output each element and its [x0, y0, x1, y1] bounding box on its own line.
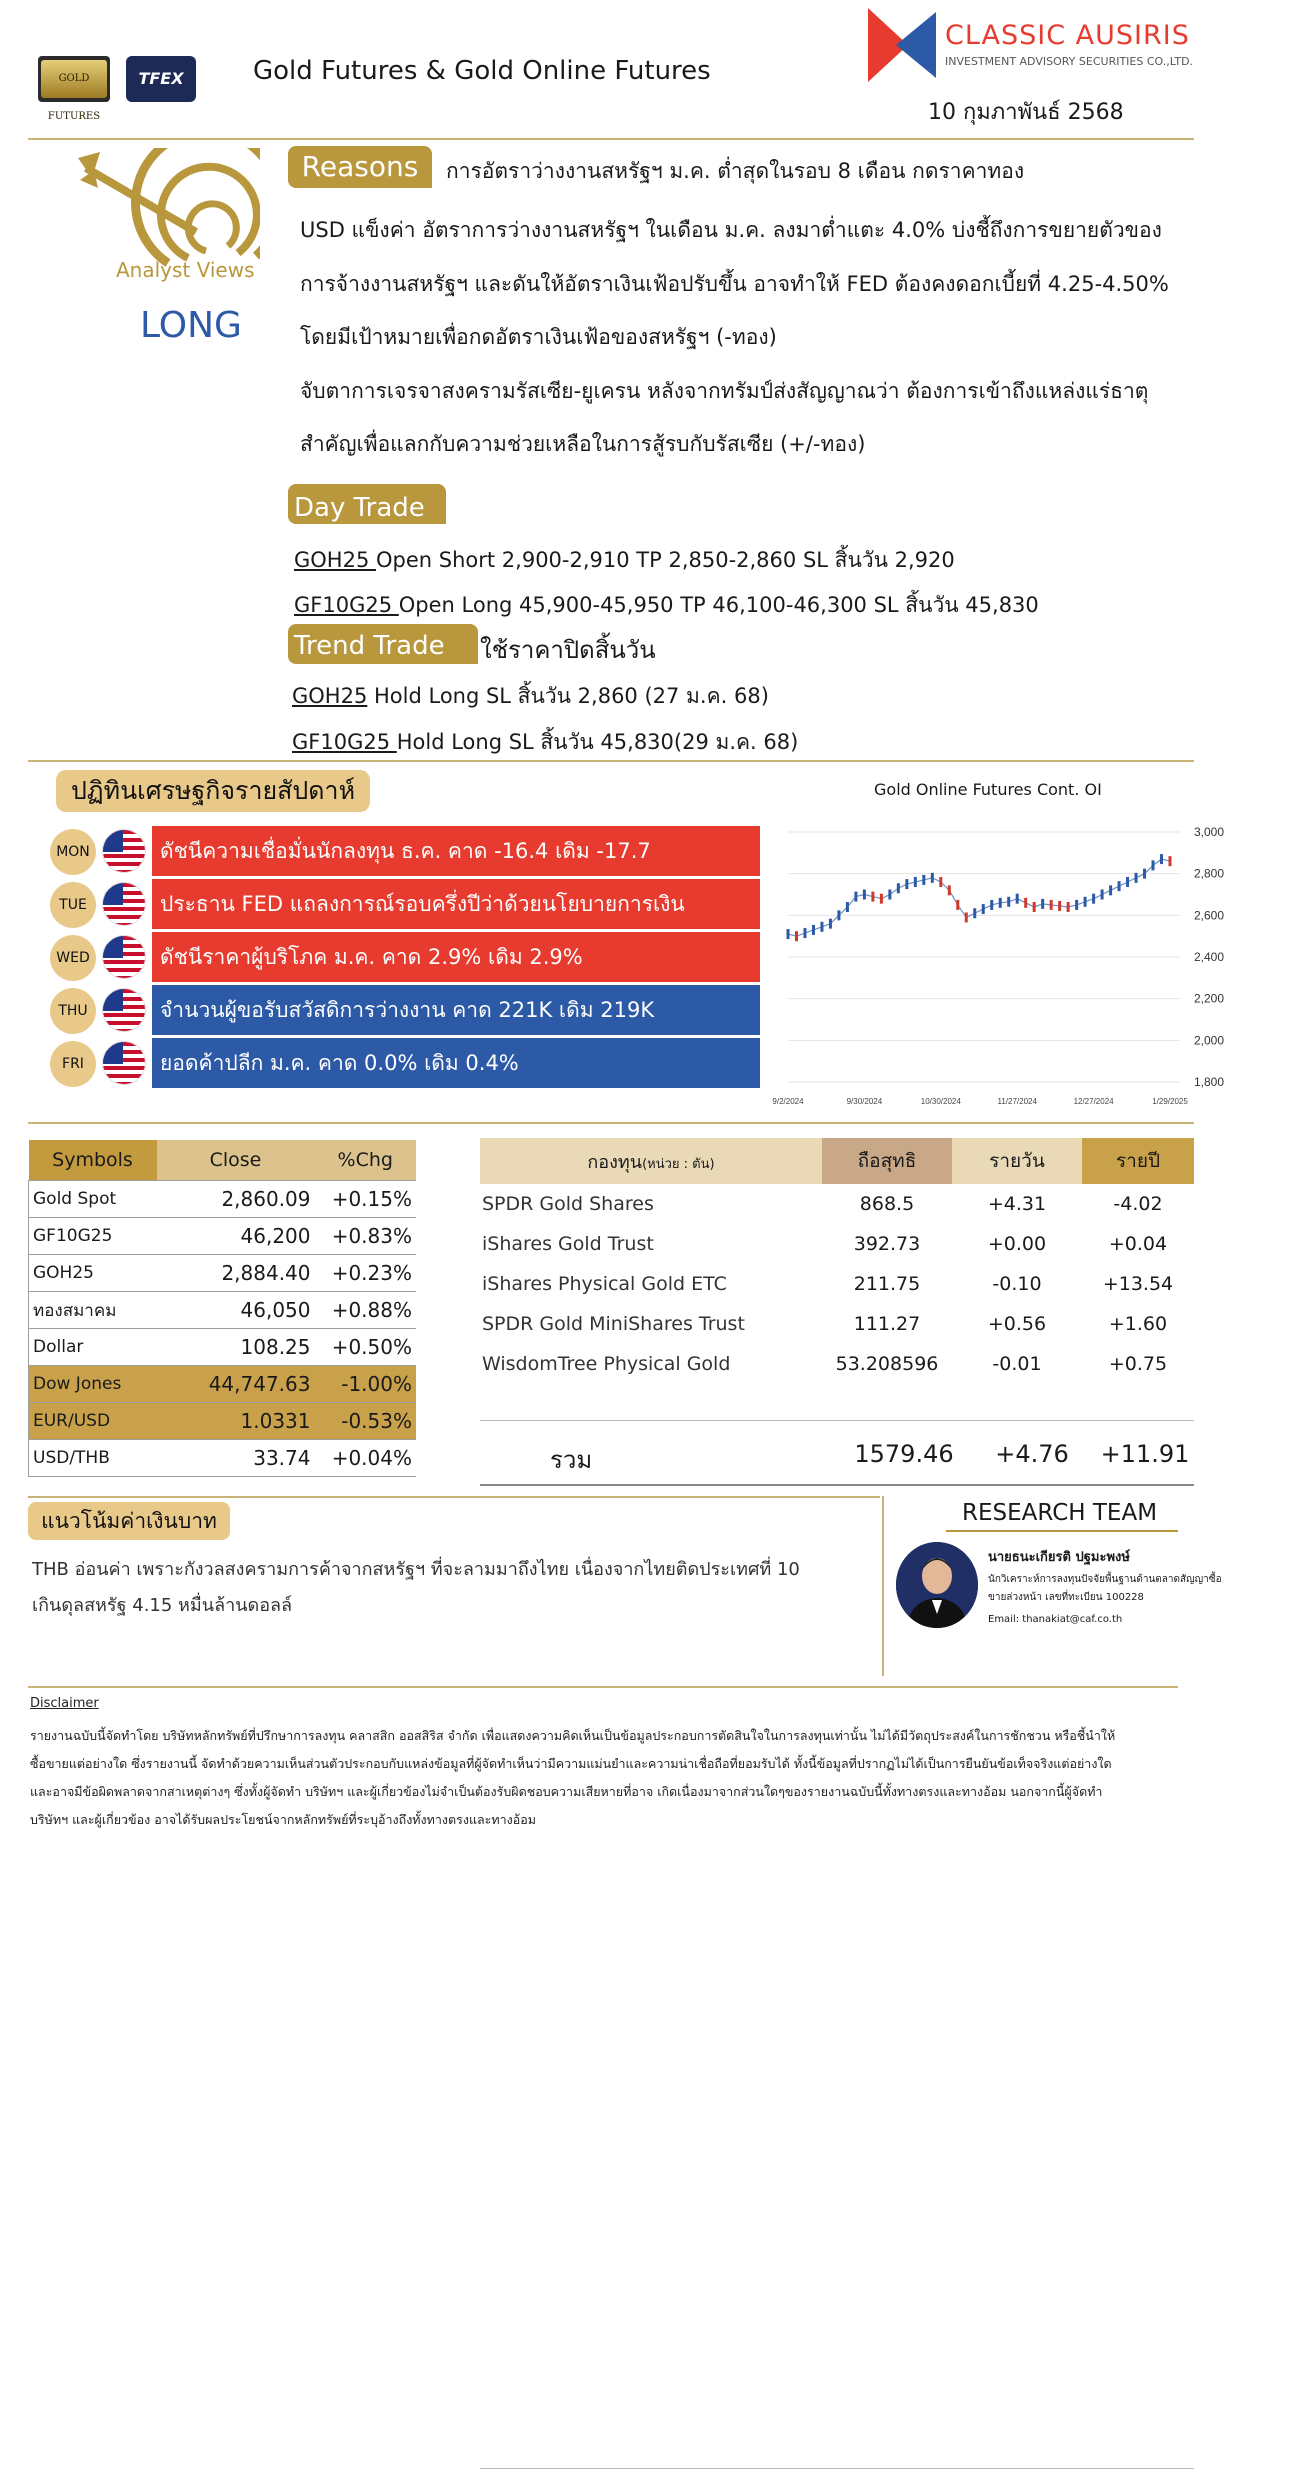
etf-holding: 211.75: [853, 1273, 921, 1295]
etf-header-fund-label: กองทุน: [587, 1151, 643, 1173]
baht-tag-label: แนวโน้มค่าเงินบาท: [41, 1509, 217, 1533]
symbol-name: USD/THB: [29, 1440, 157, 1477]
etf-row: [480, 1184, 1194, 1224]
chart-candle: [905, 879, 908, 889]
etf-daily: -0.01: [992, 1353, 1042, 1375]
tfex-logo-text: TFEX: [138, 69, 184, 88]
section-divider-1: [28, 760, 1194, 762]
disclaimer-divider: [28, 1686, 1178, 1688]
etf-holding: 111.27: [853, 1313, 921, 1335]
target-arrow-icon: [78, 148, 260, 268]
chart-candle: [973, 908, 976, 918]
trend-trade-note: ใช้ราคาปิดสิ้นวัน: [480, 636, 656, 664]
symbol-close: 46,200: [157, 1218, 315, 1255]
etf-yearly: -4.02: [1113, 1193, 1163, 1215]
calendar-title-tag: [56, 770, 370, 812]
gold-futures-logo-text: GOLD FUTURES: [41, 60, 107, 98]
baht-tag: [28, 1502, 230, 1540]
etf-row: [480, 1304, 1194, 1344]
symbols-header-symbol: Symbols: [29, 1140, 157, 1181]
baht-line-2: เกินดุลสหรัฐ 4.15 หมื่นล้านดอลล์: [32, 1595, 293, 1616]
symbol-name: GOH25: [29, 1255, 157, 1292]
chart-candle: [956, 900, 959, 910]
report-date: 10 กุมภาพันธ์ 2568: [928, 100, 1124, 125]
day-trade-symbol-2: GF10G25: [294, 593, 399, 617]
etf-yearly: +0.04: [1108, 1233, 1168, 1255]
oi-chart-title: Gold Online Futures Cont. OI: [874, 780, 1102, 799]
us-flag-icon: [102, 935, 146, 979]
chart-series-line: [788, 859, 1170, 936]
day-trade-row-2: [294, 589, 1039, 622]
calendar-title: ปฏิทินเศรษฐกิจรายสัปดาห์: [70, 776, 356, 805]
etf-row: [480, 1344, 1194, 1384]
chart-candle: [1152, 860, 1155, 870]
reason-line-4: โดยมีเป้าหมายเพื่อกดอัตราเงินเฟ้อของสหรัฐฯ (-ทอง): [300, 325, 777, 349]
day-badge-thu: THU: [50, 988, 96, 1034]
chart-x-tick-label: 9/2/2024: [772, 1097, 804, 1106]
etf-yearly: +0.75: [1108, 1353, 1168, 1375]
chart-x-tick-label: 1/29/2025: [1152, 1097, 1188, 1106]
etf-name: iShares Physical Gold ETC: [482, 1273, 727, 1295]
reason-line-2: USD แข็งค่า อัตราการว่างงานสหรัฐฯ ในเดือน ม.ค. ลงมาต่ำแตะ 4.0% บ่งชี้ถึงการขยายตัวของ: [300, 218, 1162, 242]
day-trade-tag: [288, 484, 446, 524]
chart-candle: [1075, 900, 1078, 910]
chart-candle: [820, 922, 823, 932]
chart-candle: [1169, 856, 1172, 866]
chart-candle: [880, 894, 883, 904]
symbols-row: [29, 1181, 417, 1218]
research-title-underline: [946, 1530, 1178, 1532]
chart-candle: [990, 900, 993, 910]
chart-candle: [1067, 902, 1070, 912]
etf-yearly: +13.54: [1102, 1273, 1174, 1295]
chart-candle: [871, 892, 874, 902]
chart-candle: [939, 877, 942, 887]
calendar-event-fri: ยอดค้าปลีก ม.ค. คาด 0.0% เดิม 0.4%: [152, 1038, 760, 1088]
calendar-row-mon: [50, 826, 760, 876]
day-trade-row-1: [294, 544, 955, 577]
calendar-event-mon: ดัชนีความเชื่อมั่นนักลงทุน ธ.ค. คาด -16.4 เดิม -17.7: [152, 826, 760, 876]
etf-daily: +0.56: [987, 1313, 1047, 1335]
trend-trade-row-1: [292, 680, 769, 713]
chart-x-tick-label: 11/27/2024: [997, 1097, 1037, 1106]
tfex-logo: [126, 56, 196, 102]
us-flag-icon: [102, 882, 146, 926]
reason-line-3: การจ้างงานสหรัฐฯ และดันให้อัตราเงินเฟ้อปรับขึ้น อาจทำให้ FED ต้องคงดอกเบี้ยที่ 4.25-4.50%: [300, 272, 1169, 296]
baht-divider-vertical: [882, 1496, 884, 1676]
symbol-close: 46,050: [157, 1292, 315, 1329]
day-badge-fri: FRI: [50, 1041, 96, 1087]
day-badge-mon: MON: [50, 829, 96, 875]
chart-candle: [1007, 897, 1010, 907]
chart-candle: [1024, 898, 1027, 908]
calendar-event-wed: ดัชนีราคาผู้บริโภค ม.ค. คาด 2.9% เดิม 2.9%: [152, 932, 760, 982]
disclaimer-line-2: ซื้อขายแต่อย่างใด ซึ่งรายงานนี้ จัดทำด้วยความเห็นส่วนตัวประกอบกับแหล่งข้อมูลที่ผู้จัดทำเห็นว่ามีความแม่นยำและความน่าเชื่อถือที่ยอมรับได้ ทั้งนี้ข้อมูลที่ปรากฏไม่ได้เป็นการยืนยันข้อเท็จจริงแต่อย่างใด: [30, 1756, 1112, 1771]
symbols-row: [29, 1218, 417, 1255]
chart-candle: [1143, 869, 1146, 879]
us-flag-icon: [102, 988, 146, 1032]
chart-candle: [854, 892, 857, 902]
etf-daily: +0.00: [987, 1233, 1047, 1255]
chart-candle: [965, 912, 968, 922]
symbol-name: Gold Spot: [29, 1181, 157, 1218]
reason-line-5: จับตาการเจรจาสงครามรัสเซีย-ยูเครน หลังจากทรัมป์ส่งสัญญาณว่า ต้องการเข้าถึงแหล่งแร่ธาตุ: [300, 379, 1149, 403]
symbol-name: ทองสมาคม: [29, 1292, 157, 1329]
symbol-close: 33.74: [157, 1440, 315, 1477]
disclaimer-line-3: และอาจมีข้อผิดพลาดจากสาเหตุต่างๆ ซึ่งทั้งผู้จัดทำ บริษัทฯ และผู้เกี่ยวข้องไม่จำเป็นต้องรับผิดชอบความเสียหายที่อาจ เกิดเนื่องมาจากส่วนใดๆของรายงานฉบับนี้ทั้งทางตรงและทางอ้อม นอกจากนี้ผู้จัดทำ: [30, 1784, 1103, 1799]
trend-trade-text-1: Hold Long SL สิ้นวัน 2,860 (27 ม.ค. 68): [367, 684, 769, 708]
gold-futures-logo: [38, 56, 110, 122]
etf-total-label: รวม: [550, 1446, 593, 1474]
calendar-event-tue: ประธาน FED แถลงการณ์รอบครึ่งปีว่าด้วยนโยบายการเงิน: [152, 879, 760, 929]
chart-candle: [846, 902, 849, 912]
symbols-row: [29, 1440, 417, 1477]
symbol-name: GF10G25: [29, 1218, 157, 1255]
day-trade-text-1: Open Short 2,900-2,910 TP 2,850-2,860 SL สิ้นวัน 2,920: [376, 548, 955, 572]
us-flag-icon: [102, 829, 146, 873]
chart-y-tick-label: 3,000: [1194, 825, 1225, 839]
etf-row: [480, 1224, 1194, 1264]
trend-trade-tag: [288, 624, 478, 664]
trend-trade-text-2: Hold Long SL สิ้นวัน 45,830(29 ม.ค. 68): [396, 730, 799, 754]
chart-candle: [1033, 902, 1036, 912]
header-divider: [28, 138, 1194, 140]
chart-candle: [1109, 885, 1112, 895]
symbol-chg: +0.83%: [315, 1218, 417, 1255]
etf-header-yearly: รายปี: [1082, 1138, 1194, 1184]
section-divider-2: [28, 1122, 1194, 1124]
disclaimer-title: Disclaimer: [30, 1696, 99, 1711]
chart-candle: [922, 875, 925, 885]
symbols-row: [29, 1366, 417, 1403]
etf-daily: +4.31: [987, 1193, 1047, 1215]
day-trade-text-2: Open Long 45,900-45,950 TP 46,100-46,300 SL สิ้นวัน 45,830: [398, 593, 1039, 617]
day-trade-symbol-1: GOH25: [294, 548, 376, 572]
chart-candle: [931, 873, 934, 883]
symbol-close: 44,747.63: [157, 1366, 315, 1403]
calendar-row-fri: [50, 1038, 760, 1088]
symbol-close: 1.0331: [157, 1403, 315, 1440]
symbol-chg: -0.53%: [315, 1403, 417, 1440]
etf-row: [480, 1264, 1194, 1304]
etf-header-unit: (หน่วย : ตัน): [642, 1156, 715, 1172]
chart-candle: [982, 904, 985, 914]
etf-name: iShares Gold Trust: [482, 1233, 654, 1255]
symbol-chg: +0.04%: [315, 1440, 417, 1477]
trend-trade-symbol-2: GF10G25: [292, 730, 397, 754]
etf-holding: 392.73: [853, 1233, 921, 1255]
symbols-header-chg: %Chg: [315, 1140, 417, 1181]
calendar-event-thu: จำนวนผู้ขอรับสวัสดิการว่างงาน คาด 221K เดิม 219K: [152, 985, 760, 1035]
research-team-title: RESEARCH TEAM: [962, 1500, 1158, 1526]
chart-candle: [897, 883, 900, 893]
etf-table: [480, 1138, 1194, 1384]
symbols-header-close: Close: [157, 1140, 315, 1181]
company-logo-mark: [868, 8, 936, 82]
chart-y-tick-label: 2,600: [1194, 908, 1225, 923]
chart-candle: [948, 885, 951, 895]
chart-candle: [1135, 873, 1138, 883]
chart-candle: [829, 919, 832, 929]
etf-total-top-line: [480, 1420, 1194, 1421]
etf-daily: -0.10: [992, 1273, 1042, 1295]
symbol-chg: +0.15%: [315, 1181, 417, 1218]
etf-header-fund: [480, 1138, 822, 1184]
baht-line-1: THB อ่อนค่า เพราะกังวลสงครามการค้าจากสหรัฐฯ ที่จะลามมาถึงไทย เนื่องจากไทยติดประเทศที่ 10: [32, 1559, 800, 1580]
etf-name: SPDR Gold Shares: [482, 1193, 654, 1215]
page-title: Gold Futures & Gold Online Futures: [253, 56, 711, 86]
etf-total-row: [480, 1432, 1194, 1478]
etf-holding: 53.208596: [835, 1353, 939, 1375]
chart-candle: [1160, 854, 1163, 864]
symbol-chg: -1.00%: [315, 1366, 417, 1403]
chart-candle: [1092, 894, 1095, 904]
symbols-table-box: [28, 1140, 416, 1477]
etf-holding: 868.5: [859, 1193, 915, 1215]
chart-y-tick-label: 2,800: [1194, 866, 1225, 881]
analyst-view-value: LONG: [140, 305, 242, 346]
etf-total-daily: +4.76: [995, 1440, 1069, 1468]
analyst-views-label: Analyst Views: [116, 258, 255, 282]
analyst-role-1: นักวิเคราะห์การลงทุนปัจจัยพื้นฐานด้านตลาดสัญญาซื้อ: [988, 1574, 1222, 1585]
chart-candle: [914, 877, 917, 887]
symbols-row: [29, 1255, 417, 1292]
chart-candle: [787, 929, 790, 939]
chart-candle: [812, 925, 815, 935]
chart-x-tick-label: 9/30/2024: [846, 1097, 883, 1106]
symbols-row: [29, 1403, 417, 1440]
chart-candle: [863, 890, 866, 900]
trend-trade-row-2: [292, 726, 798, 759]
etf-name: WisdomTree Physical Gold: [482, 1353, 731, 1375]
analyst-role-2: ขายล่วงหน้า เลขที่ทะเบียน 100228: [988, 1592, 1144, 1603]
us-flag-icon: [102, 1041, 146, 1085]
chart-y-tick-label: 2,200: [1194, 991, 1225, 1006]
chart-candle: [837, 910, 840, 920]
chart-candle: [1126, 877, 1129, 887]
etf-header-holding: ถือสุทธิ: [822, 1138, 952, 1184]
etf-total-holding: 1579.46: [854, 1440, 954, 1468]
disclaimer-line-1: รายงานฉบับนี้จัดทำโดย บริษัทหลักทรัพย์ที่ปรึกษาการลงทุน คลาสสิก ออสสิริส จำกัด เพื่อแสดงความคิดเห็นเป็นข้อมูลประกอบการตัดสินใจในการลงทุนเท่านั้น ไม่ได้มีวัตถุประสงค์ในการชักชวน หรือชี้นำให้: [30, 1728, 1116, 1743]
company-name: CLASSIC AUSIRIS: [945, 20, 1190, 51]
symbol-close: 2,860.09: [157, 1181, 315, 1218]
symbol-name: EUR/USD: [29, 1403, 157, 1440]
etf-header-daily: รายวัน: [952, 1138, 1082, 1184]
company-subtitle: INVESTMENT ADVISORY SECURITIES CO.,LTD.: [945, 55, 1194, 68]
chart-candle: [1058, 901, 1061, 911]
symbol-name: Dow Jones: [29, 1366, 157, 1403]
chart-x-tick-label: 12/27/2024: [1073, 1097, 1114, 1106]
chart-y-tick-label: 1,800: [1194, 1075, 1225, 1089]
chart-candle: [1101, 890, 1104, 900]
symbols-table: [28, 1140, 416, 1477]
chart-candle: [999, 898, 1002, 908]
chart-candle: [1016, 894, 1019, 904]
chart-candle: [795, 931, 798, 941]
reason-line-6: สำคัญเพื่อแลกกับความช่วยเหลือในการสู้รบกับรัสเซีย (+/-ทอง): [300, 432, 866, 456]
day-badge-wed: WED: [50, 935, 96, 981]
chart-candle: [1118, 881, 1121, 891]
chart-candle: [1084, 897, 1087, 907]
symbol-chg: +0.50%: [315, 1329, 417, 1366]
calendar-row-thu: [50, 985, 760, 1035]
analyst-name: นายธนะเกียรติ ปฐมะพงษ์: [988, 1550, 1130, 1565]
symbol-close: 108.25: [157, 1329, 315, 1366]
oi-chart: [770, 820, 1250, 1110]
symbols-row: [29, 1292, 417, 1329]
chart-y-tick-label: 2,000: [1194, 1033, 1225, 1048]
symbol-chg: +0.88%: [315, 1292, 417, 1329]
disclaimer-line-4: บริษัทฯ และผู้เกี่ยวข้อง อาจได้รับผลประโยชน์จากหลักทรัพย์ที่ระบุอ้างถึงทั้งทางตรงและทางอ้อม: [30, 1812, 536, 1827]
etf-total-yearly: +11.91: [1100, 1440, 1190, 1468]
analyst-email: Email: thanakiat@caf.co.th: [988, 1614, 1123, 1625]
chart-y-tick-label: 2,400: [1194, 950, 1225, 964]
trend-trade-symbol-1: GOH25: [292, 684, 368, 708]
chart-candle: [803, 928, 806, 938]
analyst-avatar: [896, 1542, 978, 1628]
chart-candle: [1050, 900, 1053, 910]
reasons-tag: [288, 146, 432, 188]
reasons-tag-label: Reasons: [301, 150, 419, 183]
day-badge-tue: TUE: [50, 882, 96, 928]
etf-name: SPDR Gold MiniShares Trust: [482, 1313, 745, 1335]
chart-x-tick-label: 10/30/2024: [920, 1097, 961, 1106]
trend-trade-tag-label: Trend Trade: [294, 631, 445, 661]
symbol-name: Dollar: [29, 1329, 157, 1366]
chart-candle: [1041, 899, 1044, 909]
day-trade-tag-label: Day Trade: [294, 493, 425, 523]
chart-candle: [888, 890, 891, 900]
etf-table-box: [480, 1138, 1194, 1384]
symbols-row: [29, 1329, 417, 1366]
calendar-row-wed: [50, 932, 760, 982]
symbol-chg: +0.23%: [315, 1255, 417, 1292]
reason-line-1: การอัตราว่างงานสหรัฐฯ ม.ค. ต่ำสุดในรอบ 8 เดือน กดราคาทอง: [446, 159, 1025, 183]
calendar-row-tue: [50, 879, 760, 929]
etf-yearly: +1.60: [1108, 1313, 1168, 1335]
etf-total-bottom-line: [480, 1484, 1194, 1486]
symbol-close: 2,884.40: [157, 1255, 315, 1292]
